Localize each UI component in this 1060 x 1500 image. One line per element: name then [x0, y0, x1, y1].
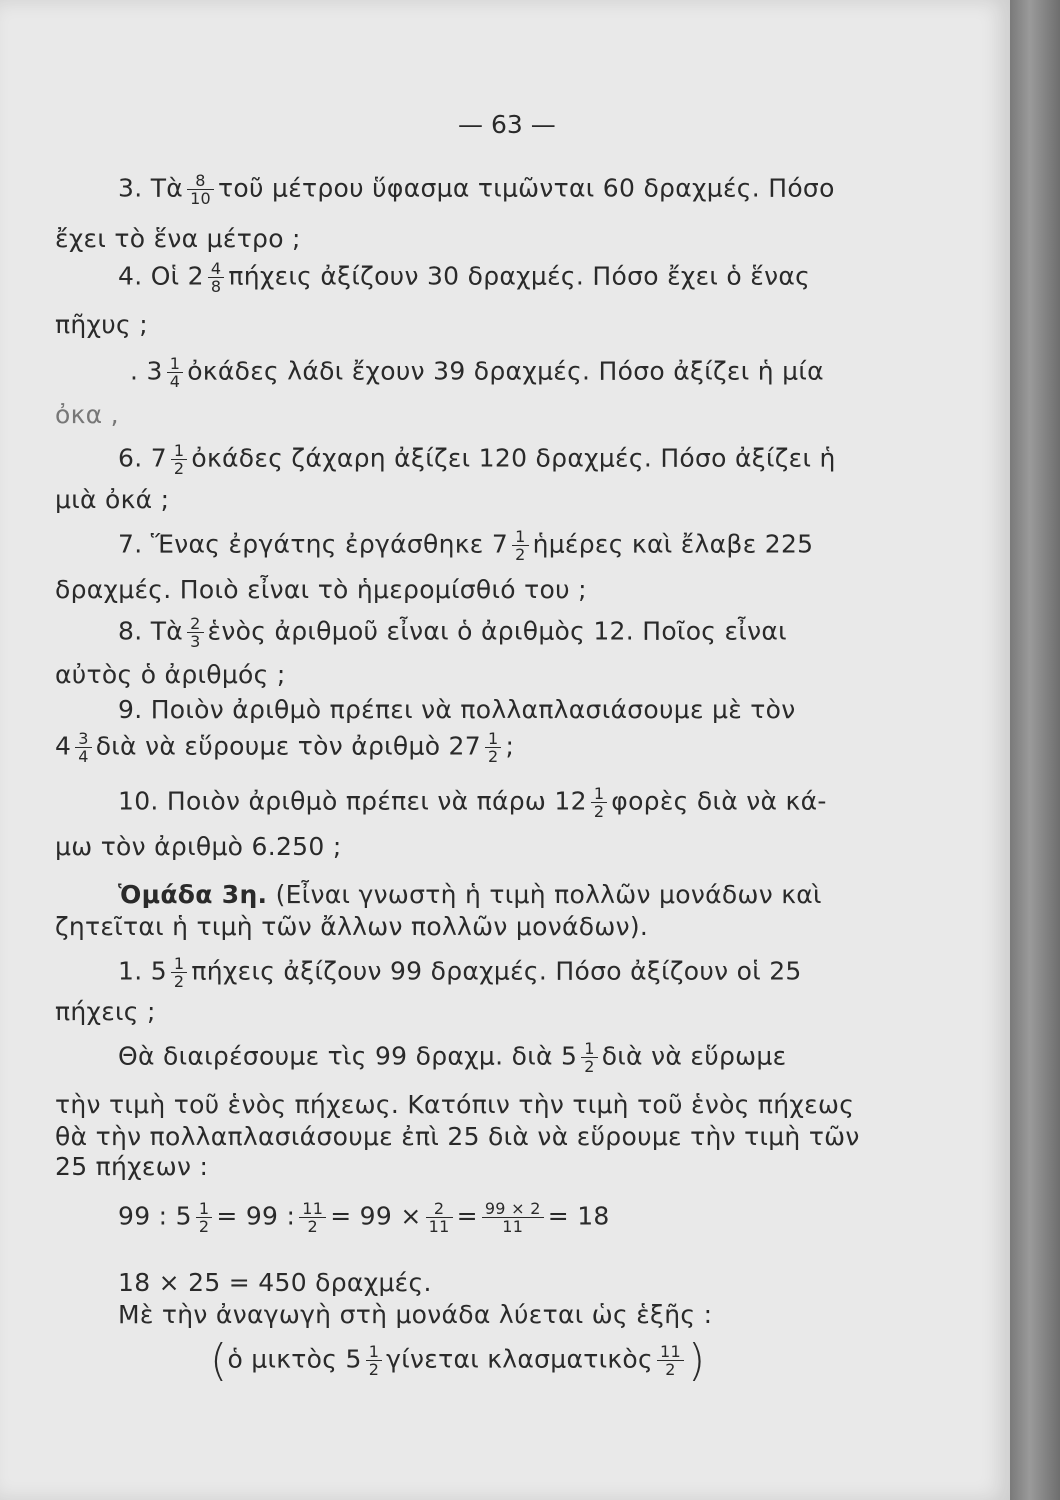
problem-9-line-1: 9. Ποιὸν ἀριθμὸ πρέπει νὰ πολλαπλασιάσουμε μὲ τὸν: [118, 695, 796, 724]
problem-6-line-1: 6. 7 $\frac{1}{2}$ ὀκάδες ζάχαρη ἀξίζει 120 δραχμές. Πόσο ἀξίζει ἡ: [118, 441, 836, 478]
fraction: $\frac{11}{2}$: [657, 1343, 684, 1378]
fraction: $\frac{4}{8}$: [208, 260, 224, 295]
solution-line-2: τὴν τιμὴ τοῦ ἑνὸς πήχεως. Κατόπιν τὴν τιμὴ τοῦ ἑνὸς πήχεως: [55, 1090, 855, 1119]
fraction: $\frac{11}{2}$: [299, 1200, 326, 1235]
fraction: $\frac{1}{4}$: [167, 355, 183, 390]
problem-9-line-2: 4 $\frac{3}{4}$ διὰ νὰ εὕρουμε τὸν ἀριθμὸ 27 $\frac{1}{2}$ ;: [55, 729, 515, 766]
question-1-line-1: 1. 5 $\frac{1}{2}$ πήχεις ἀξίζουν 99 δραχμές. Πόσο ἀξίζουν οἱ 25: [118, 954, 802, 991]
fraction: $\frac{1}{2}$: [581, 1040, 597, 1075]
problem-10-line-2: μω τὸν ἀριθμὸ 6.250 ;: [55, 832, 342, 861]
fraction: $\frac{1}{2}$: [512, 528, 528, 563]
fraction: $\frac{2}{3}$: [187, 615, 203, 650]
problem-10-line-1: 10. Ποιὸν ἀριθμὸ πρέπει νὰ πάρω 12 $\frac{1}{2}$ φορὲς διὰ νὰ κά-: [118, 784, 827, 821]
mixed-number-note: (ὁ μικτὸς 5 $\frac{1}{2}$ γίνεται κλασματικὸς $\frac{11}{2}$ ): [210, 1335, 706, 1386]
page-edge: [1010, 0, 1060, 1500]
page-number: — 63 —: [458, 110, 556, 139]
fraction: $\frac{1}{2}$: [171, 442, 187, 477]
problem-3-line-2: ἔχει τὸ ἕνα μέτρο ;: [55, 224, 301, 253]
problem-6-line-2: μιὰ ὀκά ;: [55, 485, 170, 514]
problem-3-line-1: 3. Τὰ $\frac{8}{10}$ τοῦ μέτρου ὕφασμα τιμῶνται 60 δραχμές. Πόσο: [118, 171, 835, 208]
problem-7-line-1: 7. Ἕνας ἐργάτης ἐργάσθηκε 7 $\frac{1}{2}$ ἡμέρες καὶ ἔλαβε 225: [118, 527, 814, 564]
fraction: $\frac{3}{4}$: [75, 730, 91, 765]
equation-2: 18 × 25 = 450 δραχμές.: [118, 1268, 432, 1297]
problem-7-line-2: δραχμές. Ποιὸ εἶναι τὸ ἡμερομίσθιό του ;: [55, 575, 587, 604]
equation: 99 : 5 $\frac{1}{2}$ = 99 : $\frac{11}{2}$ = 99 × $\frac{2}{11}$ = $\frac{99 \times 2}{11}$ = 18: [118, 1199, 610, 1236]
fraction: $\frac{1}{2}$: [196, 1200, 212, 1235]
problem-4-line-1: 4. Οἱ 2 $\frac{4}{8}$ πήχεις ἀξίζουν 30 δραχμές. Πόσο ἔχει ὁ ἕνας: [118, 259, 811, 296]
question-1-line-2: πήχεις ;: [55, 997, 156, 1026]
unit-method-line: Μὲ τὴν ἀναγωγὴ στὴ μονάδα λύεται ὡς ἑξῆς :: [118, 1300, 713, 1329]
fraction: $\frac{2}{11}$: [426, 1200, 453, 1235]
fraction: $\frac{99 \times 2}{11}$: [482, 1200, 544, 1235]
fraction: $\frac{1}{2}$: [366, 1343, 382, 1378]
fraction: $\frac{1}{2}$: [171, 955, 187, 990]
problem-8-line-1: 8. Τὰ $\frac{2}{3}$ ἑνὸς ἀριθμοῦ εἶναι ὁ ἀριθμὸς 12. Ποῖος εἶναι: [118, 614, 787, 651]
fraction: $\frac{1}{2}$: [591, 785, 607, 820]
problem-5-line-1: . 3 $\frac{1}{4}$ ὀκάδες λάδι ἔχουν 39 δραχμές. Πόσο ἀξίζει ἡ μία: [130, 354, 824, 391]
problem-5-line-2: ὀκα ,: [55, 400, 119, 429]
fraction: $\frac{1}{2}$: [485, 730, 501, 765]
problem-4-line-2: πῆχυς ;: [55, 310, 148, 339]
solution-line-1: Θὰ διαιρέσουμε τὶς 99 δραχμ. διὰ 5 $\frac{1}{2}$ διὰ νὰ εὕρωμε: [118, 1039, 787, 1076]
solution-line-4: 25 πήχεων :: [55, 1152, 209, 1181]
fraction: $\frac{8}{10}$: [187, 172, 214, 207]
group-heading: Ὁμάδα 3η. (Εἶναι γνωστὴ ἡ τιμὴ πολλῶν μονάδων καὶ: [118, 880, 822, 909]
group-heading-line-2: ζητεῖται ἡ τιμὴ τῶν ἄλλων πολλῶν μονάδων).: [55, 912, 649, 941]
solution-line-3: θὰ τὴν πολλαπλασιάσουμε ἐπὶ 25 διὰ νὰ εὕρουμε τὴν τιμὴ τῶν: [55, 1122, 860, 1151]
problem-8-line-2: αὐτὸς ὁ ἀριθμός ;: [55, 660, 286, 689]
